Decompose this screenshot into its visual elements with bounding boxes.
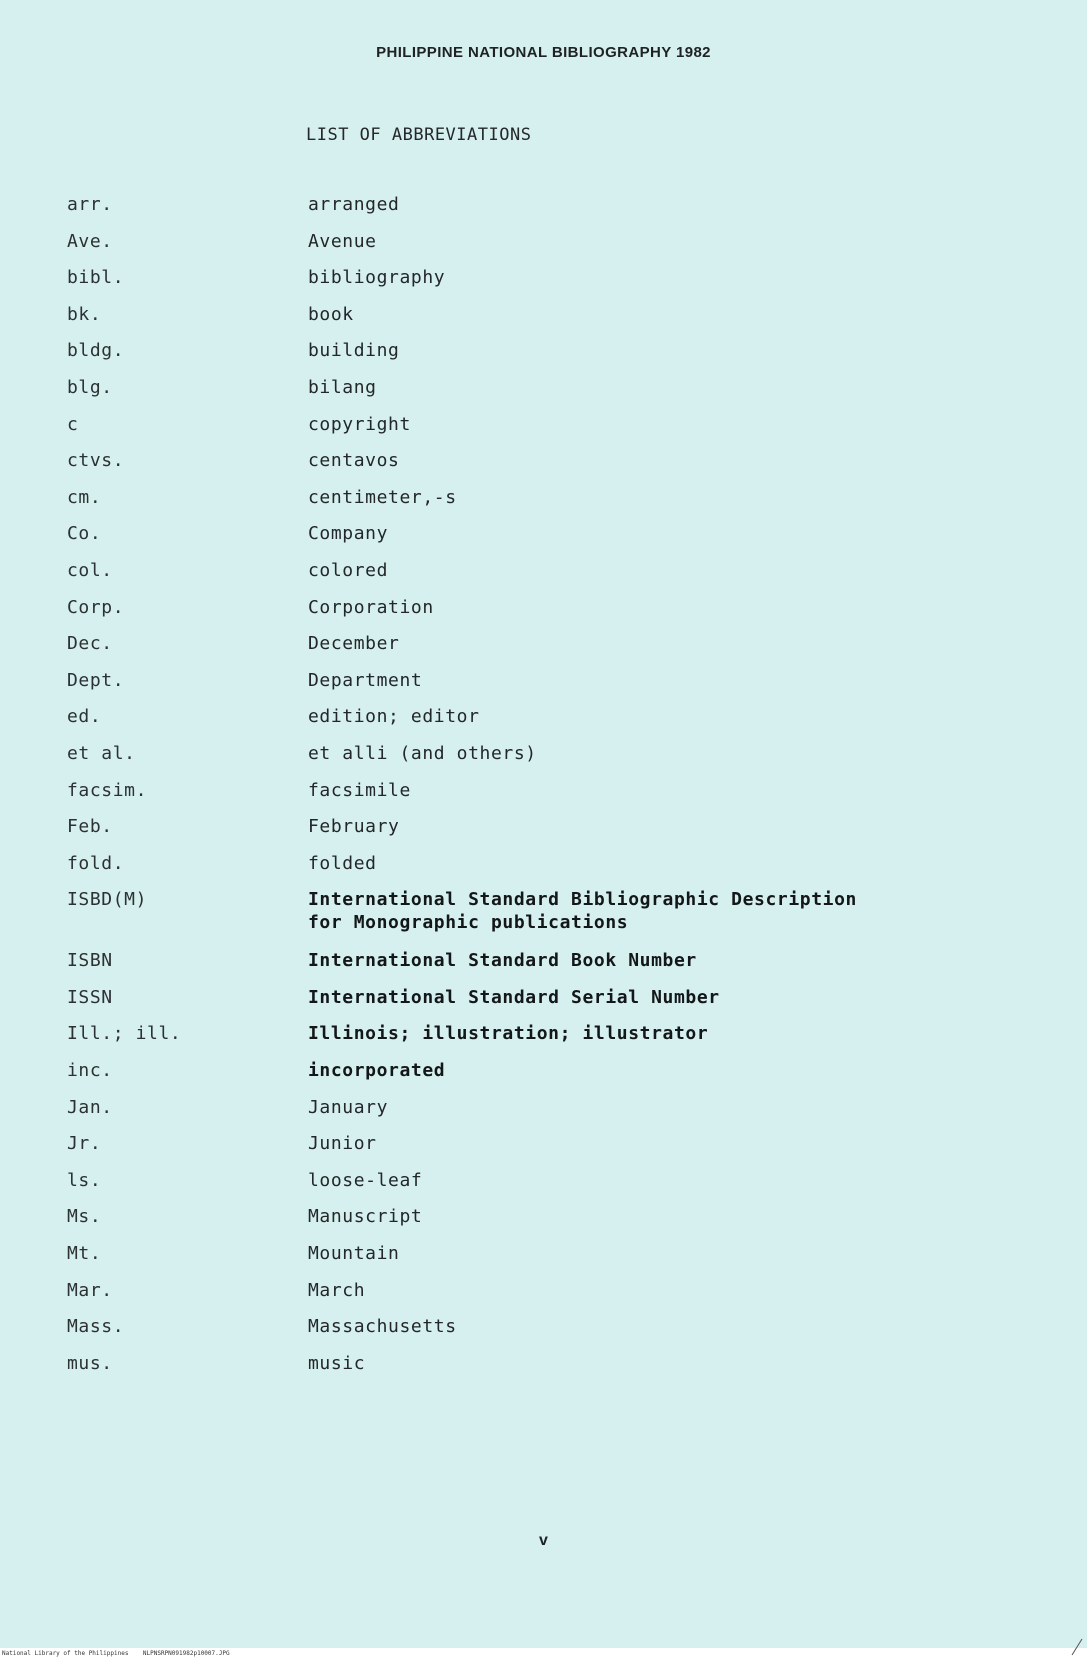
abbreviation-row bbox=[0, 742, 1087, 779]
abbreviation-term: Jr. bbox=[67, 1133, 102, 1155]
abbreviation-term: Corp. bbox=[67, 596, 125, 618]
scan-footer bbox=[0, 1648, 1087, 1658]
abbreviation-row bbox=[0, 1205, 1087, 1242]
abbreviation-row bbox=[0, 1096, 1087, 1133]
abbreviation-definition: bibliography bbox=[308, 267, 446, 289]
abbreviation-term: c bbox=[67, 413, 79, 435]
abbreviation-row bbox=[0, 339, 1087, 376]
abbreviation-definition: Corporation bbox=[308, 596, 434, 618]
abbreviation-definition: incorporated bbox=[308, 1060, 446, 1082]
abbreviation-term: ISBD(M) bbox=[67, 889, 148, 911]
abbreviation-row bbox=[0, 1279, 1087, 1316]
abbreviation-definition: centavos bbox=[308, 450, 400, 472]
abbreviation-term: inc. bbox=[67, 1060, 113, 1082]
abbreviation-row bbox=[0, 522, 1087, 559]
abbreviation-definition: Illinois; illustration; illustrator bbox=[308, 1023, 709, 1045]
abbreviation-term: Ms. bbox=[67, 1206, 102, 1228]
abbreviation-term: mus. bbox=[67, 1352, 113, 1374]
abbreviation-definition: colored bbox=[308, 559, 389, 581]
abbreviation-definition: Junior bbox=[308, 1133, 377, 1155]
abbreviation-row bbox=[0, 1352, 1087, 1389]
abbreviation-definition: facsimile bbox=[308, 779, 411, 801]
abbreviation-term: ed. bbox=[67, 706, 102, 728]
abbreviation-row bbox=[0, 705, 1087, 742]
abbreviation-row bbox=[0, 193, 1087, 230]
abbreviation-list bbox=[0, 193, 1087, 1388]
abbreviation-definition: Mountain bbox=[308, 1243, 400, 1265]
abbreviation-definition: edition; editor bbox=[308, 706, 480, 728]
abbreviation-definition: centimeter,-s bbox=[308, 486, 457, 508]
abbreviation-row bbox=[0, 596, 1087, 633]
abbreviation-row bbox=[0, 1242, 1087, 1279]
abbreviation-row bbox=[0, 986, 1087, 1023]
abbreviation-row bbox=[0, 1022, 1087, 1059]
abbreviation-row bbox=[0, 303, 1087, 340]
abbreviation-definition: International Standard Bibliographic Description for Monographic publications bbox=[308, 889, 857, 934]
page-corner-mark bbox=[1071, 1638, 1083, 1656]
abbreviation-row bbox=[0, 632, 1087, 669]
abbreviation-term: bldg. bbox=[67, 340, 125, 362]
abbreviation-term: ctvs. bbox=[67, 450, 125, 472]
abbreviation-term: Ave. bbox=[67, 230, 113, 252]
abbreviation-term: col. bbox=[67, 559, 113, 581]
abbreviation-row bbox=[0, 888, 1087, 949]
abbreviation-term: bibl. bbox=[67, 267, 125, 289]
abbreviation-row bbox=[0, 486, 1087, 523]
abbreviation-term: Jan. bbox=[67, 1096, 113, 1118]
abbreviation-term: Mar. bbox=[67, 1279, 113, 1301]
footer-file-id: NLPNSRPN091982p10007.JPG bbox=[142, 1650, 230, 1657]
abbreviation-row bbox=[0, 559, 1087, 596]
abbreviation-definition: folded bbox=[308, 852, 377, 874]
abbreviation-row bbox=[0, 266, 1087, 303]
abbreviation-definition: Company bbox=[308, 523, 389, 545]
abbreviation-row bbox=[0, 1315, 1087, 1352]
abbreviation-row bbox=[0, 1132, 1087, 1169]
abbreviation-definition: Massachusetts bbox=[308, 1316, 457, 1338]
abbreviation-definition: Avenue bbox=[308, 230, 377, 252]
abbreviation-term: fold. bbox=[67, 852, 125, 874]
abbreviation-definition: book bbox=[308, 303, 354, 325]
abbreviation-definition: bilang bbox=[308, 376, 377, 398]
abbreviation-definition: building bbox=[308, 340, 400, 362]
abbreviation-row bbox=[0, 376, 1087, 413]
abbreviation-definition: arranged bbox=[308, 194, 400, 215]
abbreviation-term: et al. bbox=[67, 742, 136, 764]
abbreviation-term: arr. bbox=[67, 194, 113, 215]
abbreviation-term: Mt. bbox=[67, 1243, 102, 1265]
abbreviation-definition: International Standard Serial Number bbox=[308, 986, 720, 1008]
footer-library: National Library of the Philippines bbox=[2, 1650, 129, 1657]
abbreviation-term: ls. bbox=[67, 1169, 102, 1191]
abbreviation-term: facsim. bbox=[67, 779, 148, 801]
abbreviation-row bbox=[0, 413, 1087, 450]
abbreviation-definition: February bbox=[308, 816, 400, 838]
abbreviation-definition: Department bbox=[308, 669, 423, 691]
abbreviation-term: Mass. bbox=[67, 1316, 125, 1338]
abbreviation-term: ISSN bbox=[67, 986, 113, 1008]
running-header: PHILIPPINE NATIONAL BIBLIOGRAPHY 1982 bbox=[376, 44, 711, 61]
abbreviation-definition: music bbox=[308, 1352, 366, 1374]
abbreviation-row bbox=[0, 949, 1087, 986]
abbreviation-row bbox=[0, 1059, 1087, 1096]
abbreviation-term: Feb. bbox=[67, 816, 113, 838]
abbreviation-definition: et alli (and others) bbox=[308, 742, 537, 764]
abbreviation-row bbox=[0, 815, 1087, 852]
abbreviation-definition: Manuscript bbox=[308, 1206, 423, 1228]
abbreviation-row bbox=[0, 230, 1087, 267]
abbreviation-term: Dec. bbox=[67, 633, 113, 655]
abbreviation-definition: December bbox=[308, 633, 400, 655]
abbreviation-term: blg. bbox=[67, 376, 113, 398]
abbreviation-term: bk. bbox=[67, 303, 102, 325]
abbreviation-term: cm. bbox=[67, 486, 102, 508]
abbreviation-term: ISBN bbox=[67, 950, 113, 972]
section-title: LIST OF ABBREVIATIONS bbox=[306, 125, 532, 145]
abbreviation-definition: January bbox=[308, 1096, 389, 1118]
abbreviation-definition: March bbox=[308, 1279, 366, 1301]
page-number: v bbox=[539, 1532, 548, 1549]
abbreviation-term: Co. bbox=[67, 523, 102, 545]
abbreviation-term: Dept. bbox=[67, 669, 125, 691]
abbreviation-term: Ill.; ill. bbox=[67, 1023, 182, 1045]
abbreviation-definition: International Standard Book Number bbox=[308, 950, 697, 972]
abbreviation-row bbox=[0, 669, 1087, 706]
abbreviation-definition: loose-leaf bbox=[308, 1169, 423, 1191]
abbreviation-row bbox=[0, 1169, 1087, 1206]
abbreviation-row bbox=[0, 852, 1087, 889]
abbreviation-row bbox=[0, 449, 1087, 486]
abbreviation-row bbox=[0, 779, 1087, 816]
footer-caption bbox=[2, 1650, 230, 1657]
abbreviation-definition: copyright bbox=[308, 413, 411, 435]
